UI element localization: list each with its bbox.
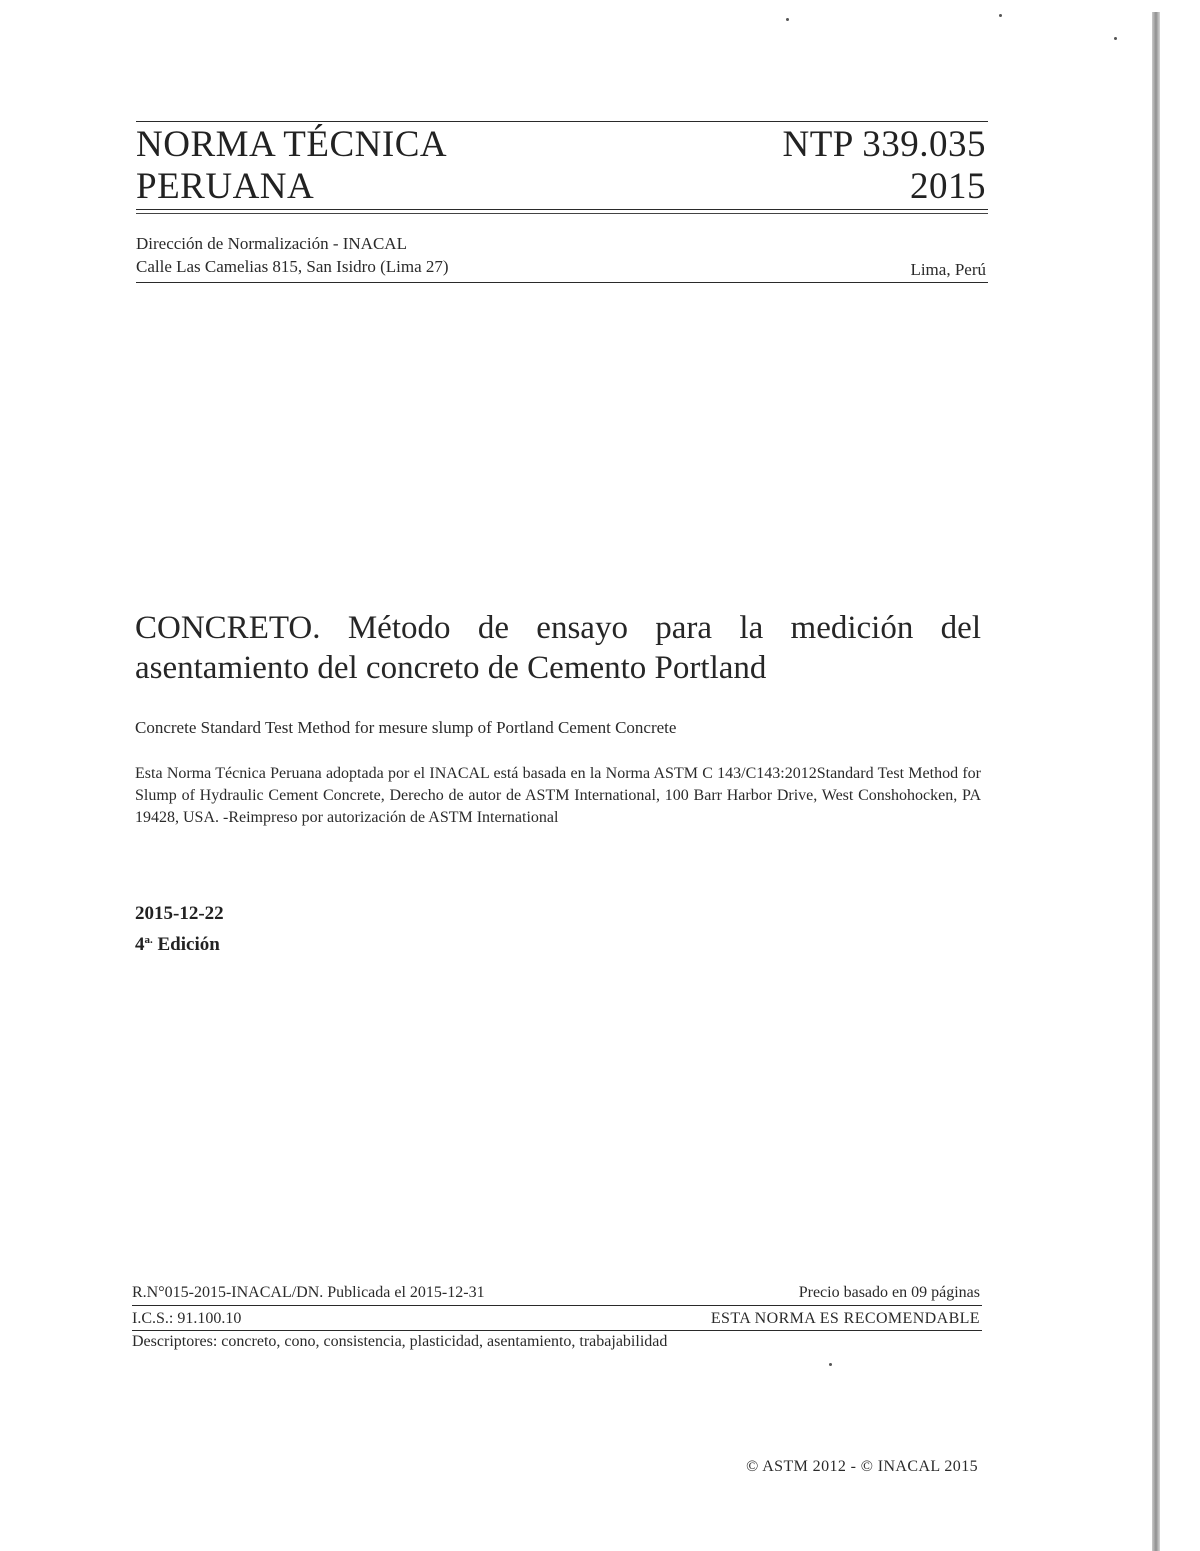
issuer-bottom-rule (136, 282, 988, 283)
document-title-english: Concrete Standard Test Method for mesure slump of Portland Cement Concrete (135, 718, 677, 737)
header-top-rule (136, 121, 988, 122)
scan-speck (829, 1363, 832, 1366)
adoption-statement: Esta Norma Técnica Peruana adoptada por el INACAL está basada en la Norma ASTM C 143/C143:2012Standard Test Method for Slump of Hydraulic Cement Concrete, Derecho de autor de ASTM International, 100 Barr Harbor Drive, West Conshohocken, PA 19428, USA. -Reimpreso por autorización de ASTM International (135, 765, 981, 826)
ics-code: I.C.S.: 91.100.10 (132, 1310, 242, 1327)
scan-speck (786, 18, 789, 21)
standard-year: 2015 (910, 166, 986, 207)
issuer-address (136, 232, 449, 278)
issuer-location: Lima, Perú (910, 260, 986, 279)
edition-word: Edición (152, 934, 220, 955)
header-bottom-rule-thin (136, 213, 988, 214)
descriptors: Descriptores: concreto, cono, consistencia, plasticidad, asentamiento, trabajabilidad (132, 1333, 668, 1350)
standard-code-heading (782, 124, 986, 208)
standard-code: NTP 339.035 (782, 124, 986, 165)
scan-speck (999, 14, 1002, 17)
edition-number: 4 (135, 934, 145, 955)
scan-speck (1114, 37, 1117, 40)
document-type-heading (136, 124, 447, 208)
approval-date: 2015-12-22 (135, 903, 224, 924)
document-type-line-2: PERUANA (136, 166, 315, 207)
footer-rule-1 (132, 1305, 982, 1306)
document-type-line-1: NORMA TÉCNICA (136, 124, 448, 165)
price-note: Precio basado en 09 páginas (798, 1284, 980, 1301)
issuer-name: Dirección de Normalización - INACAL (136, 234, 407, 253)
edition-ordinal: a. (144, 934, 153, 946)
issuer-street: Calle Las Camelias 815, San Isidro (Lima 27) (136, 257, 449, 276)
scan-page-edge (1152, 12, 1160, 1551)
resolution-reference: R.N°015-2015-INACAL/DN. Publicada el 2015-12-31 (132, 1284, 485, 1301)
edition-label (135, 927, 220, 958)
header-bottom-rule (136, 209, 988, 210)
recommendation-status: ESTA NORMA ES RECOMENDABLE (710, 1310, 980, 1327)
document-title: CONCRETO. Método de ensayo para la medición del asentamiento del concreto de Cemento Portland (135, 610, 981, 686)
copyright-notice: © ASTM 2012 - © INACAL 2015 (746, 1458, 978, 1475)
